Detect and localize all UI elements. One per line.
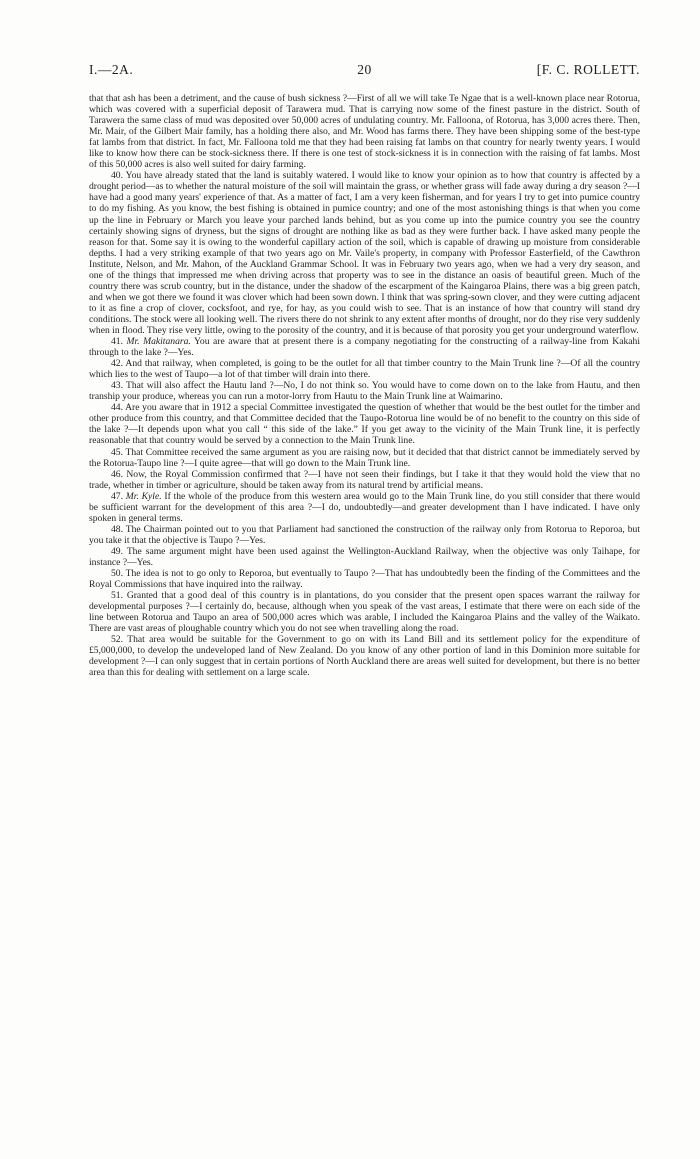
question-51: 51. Granted that a good deal of this country is in plantations, do you consider that the present open spaces warrant the railway for developmental purposes ?—I certainly do, because, although when you speak of the vast areas, I estimate that there were on each side of the line between Rotorua and Taupo an area of 500,000 acres which was arable, I included the Kaingaroa Plains and the valley of the Waikato. There are vast areas of ploughable country which you do not see when travelling along the road. xyxy=(89,590,640,635)
speaker-name: Mr. Makitanara. xyxy=(126,336,191,348)
question-48: 48. The Chairman pointed out to you that Parliament had sanctioned the construction of the railway only from Rotorua to Reporoa, but you take it that the objective is Taupo ?—Yes. xyxy=(89,523,640,546)
document-reference: I.—2A. xyxy=(89,62,134,77)
paragraph-continued: that that ash has been a detriment, and the cause of bush sickness ?—First of all we will take Te Ngae that is a well-known place near Rotorua, which was covered with a superficial deposit of Tarawera mud. That is carrying now some of the finest pasture in the district. South of Tarawera the same class of mud was deposited over 50,000 acres of undulating country. Mr. Falloona, of Rotorua, has 3,000 acres there. Then, Mr. Mair, of the Gilbert Mair family, has a holding there also, and Mr. Wood has farms there. They have been shipping some of the best-type fat lambs from that district. In fact, Mr. Falloona told me that they had been raising fat lambs on that country for nearly twenty years. I would like to know how there can be stock-sickness there. If there is one test of stock-sickness it is in connection with the raising of fat lambs. Most of this 50,000 acres is also well suited for dairy farming. xyxy=(89,93,640,171)
question-43: 43. That will also affect the Hautu land ?—No, I do not think so. You would have to come down on to the lake from Hautu, and then tranship your produce, whereas you can run a motor-lorry from Hautu to the Main Trunk line at Waimarino. xyxy=(89,380,640,403)
speaker-name: Mr. Kyle. xyxy=(125,490,162,502)
witness-name: [F. C. ROLLETT. xyxy=(536,62,640,77)
page-header xyxy=(89,62,640,80)
question-47: 47. Mr. Kyle. If the whole of the produce from this western area would go to the Main Trunk line, do you still consider that there would be sufficient warrant for the development of this area ?—I do, undoubtedly—and greater development than I have indicated. I have only spoken in general terms. xyxy=(89,490,641,524)
page-number: 20 xyxy=(357,62,372,77)
question-41: 41. Mr. Makitanara. You are aware that at present there is a company negotiating for the constructing of a railway-line from Kakahi through to the lake ?—Yes. xyxy=(89,336,640,359)
question-49: 49. The same argument might have been used against the Wellington-Auckland Railway, when the objective was only Taihape, for instance ?—Yes. xyxy=(89,545,641,568)
question-40: 40. You have already stated that the land is suitably watered. I would like to know your opinion as to how that country is affected by a drought period—as to whether the natural moisture of the soil will maintain the grass, or whether grass will fade away during a dry season ?—I have had a good many years' experience of that. As a matter of fact, I am a very keen fisherman, and for years I try to get into pumice country to do my fishing. As you know, the best fishing is obtained in pumice country; and one of the most astonishing things is that when you come up the line in February or March you leave your parched lands behind, but as you come up into the pumice country you see the country certainly showing signs of dryness, but the signs of drought are nothing like as bad as they were further back. I have asked many people the reason for that. Some say it is owing to the wonderful capillary action of the soil, which is capable of drawing up moisture from considerable depths. I had a very striking example of that two years ago on Mr. Vaile's property, in company with Professor Easterfield, of the Cawthron Institute, Nelson, and Mr. Mahon, of the Auckland Grammar School. It was in February two years ago, when we had a very dry season, and one of the things that impressed me when driving across that property was to see in the distance an oasis of beautiful green. Much of the country there was scrub country, but in the distance, under the shadow of the escarpment of the Kaingaroa Plains, there was a big green patch, and when we got there we found it was clover which had been sown down. I think that was spring-sown clover, and they were cutting adjacent to it as fine a crop of clover, cocksfoot, and rye, for hay, as you could wish to see. That is an instance of how that country will stand dry conditions. The stock were all looking well. The rivers there do not shrink to any extent after months of drought, nor do they rise very suddenly when in flood. They rise very little, owing to the porosity of the country, and it is because of that porosity you get your underground waterflow. xyxy=(89,170,640,336)
question-42: 42. And that railway, when completed, is going to be the outlet for all that timber country to the Main Trunk line ?—Of all the country which lies to the west of Taupo—a lot of that timber will drain into there. xyxy=(89,358,640,381)
question-50: 50. The idea is not to go only to Reporoa, but eventually to Taupo ?—That has undoubtedly been the finding of the Committees and the Royal Commissions that have inquired into the railway. xyxy=(89,568,640,591)
body-text xyxy=(89,93,640,678)
question-45: 45. That Committee received the same argument as you are raising now, but it decided that that district cannot be immediately served by the Rotorua-Taupo line ?—I quite agree—that will go down to the Main Trunk line. xyxy=(89,446,640,469)
question-44: 44. Are you aware that in 1912 a special Committee investigated the question of whether that would be the best outlet for the timber and other produce from this country, and that Committee decided that the Taupo-Rotorua line would be of no benefit to the country on this side of the lake ?—It depends upon what you call “ this side of the lake.” If you get away to the vicinity of the Main Trunk line, it is perfectly reasonable that that country would be served by a connection to the Main Trunk line. xyxy=(89,402,640,447)
question-52: 52. That area would be suitable for the Government to go on with its Land Bill and its settlement policy for the expenditure of £5,000,000, to develop the undeveloped land of New Zealand. Do you know of any other portion of land in this Dominion more suitable for development ?—I can only suggest that in certain portions of North Auckland there are areas well suited for development, but there is no better area than this for dealing with settlement on a large scale. xyxy=(89,634,641,679)
question-46: 46. Now, the Royal Commission confirmed that ?—I have not seen their findings, but I take it that they would hold the view that no trade, whether in timber or agriculture, should be taken away from its natural trend by artificial means. xyxy=(89,468,641,491)
